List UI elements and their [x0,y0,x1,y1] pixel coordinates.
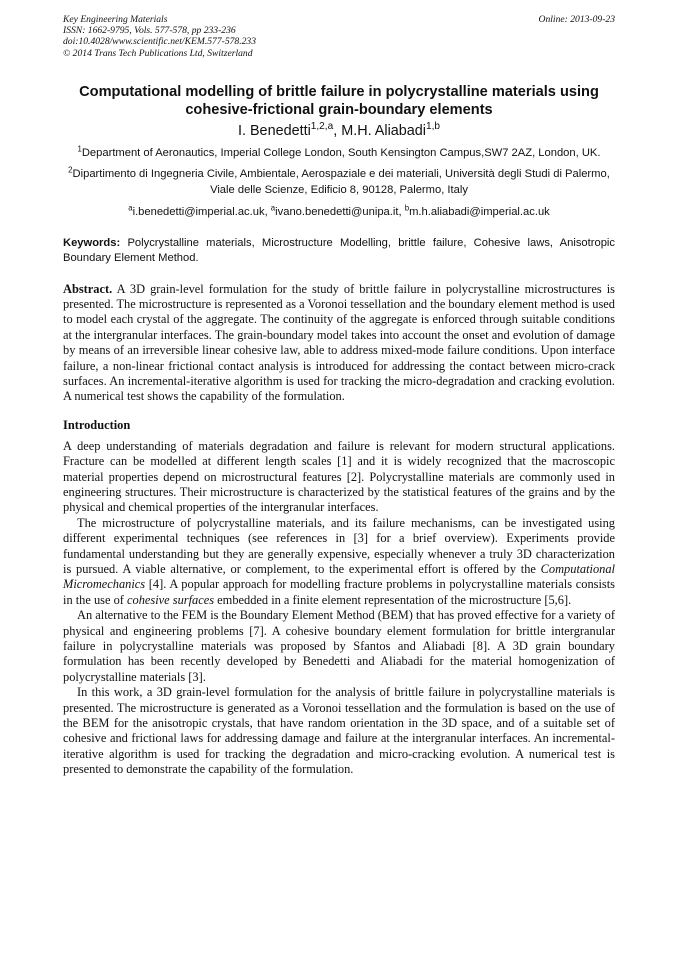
affiliation [63,146,615,162]
paragraph-text: embedded in a finite element representation of the microstructure [5,6]. [214,592,572,607]
emphasis-text: cohesive surfaces [127,592,215,607]
paragraph-text: The microstructure of polycrystalline materials, and its failure mechanisms, can be investigated using different experimental techniques (see references in [3] for a brief overview). Experiments provide fundamental understanding but they are generally expensive, especially whenever a truly 3D characterization is pursued. A viable alternative, or complement, to the experimental effort is offered by the [63,515,615,576]
abstract-text: A 3D grain-level formulation for the study of brittle failure in polycrystalline microstructures is presented. The microstructure is represented as a Voronoi tessellation and the boundary element method is used to model each crystal of the aggregate. The continuity of the aggregate is enforced through suitable conditions at the intergranular interfaces. The grain-boundary model takes into account the onset and evolution of damage by means of an irreversible linear cohesive law, able to address mixed-mode failure conditions. Upon interface failure, a non-linear frictional contact analysis is introduced for addressing the contact between micro-crack surfaces. An incremental-iterative algorithm is used for tracking the micro-degradation and cracking evolution. A numerical test shows the capability of the formulation. [63,281,615,404]
affiliation [63,167,615,198]
paper-title: Computational modelling of brittle failure in polycrystalline materials using cohesive-frictional grain-boundary elements [79,83,599,118]
email-mark: b [404,203,410,213]
author-name: I. Benedetti [237,122,311,139]
paragraph-text: [4]. A popular approach for modelling fracture problems in polycrystalline materials consists in the use of [63,577,615,607]
paragraph: An alternative to the FEM is the Boundary Element Method (BEM) that has proved effective for a variety of physical and engineering problems [7]. A cohesive boundary element formulation for brittle intergranular failure in polycrystalline materials was proposed by Sfantos and Aliabadi [8]. A 3D grain boundary formulation has been recently developed by Benedetti and Aliabadi for the material homogenization of polycrystalline materials [3]. [63,608,615,684]
paper-page [63,14,615,778]
author-affil-mark: 1,2,a [310,121,334,133]
author-list [63,122,615,140]
abstract-label: Abstract. [63,281,113,296]
online-date: Online: 2013-09-23 [538,14,615,25]
journal-header [63,14,615,59]
paragraph [63,516,615,608]
issn-line: ISSN: 1662-9795, Vols. 577-578, pp 233-236 [63,25,236,37]
email-link[interactable]: ivano.benedetti@unipa.it, [275,206,405,219]
affiliation-mark: 1 [77,144,82,154]
copyright-line: © 2014 Trans Tech Publications Ltd, Switzerland [63,47,253,59]
affiliation-mark: 2 [68,165,73,175]
keywords-label: Keywords: [63,237,121,250]
doi-line: doi:10.4028/www.scientific.net/KEM.577-578.233 [63,36,257,48]
paragraph: In this work, a 3D grain-level formulation for the analysis of brittle failure in polycrystalline materials is presented. The microstructure is generated as a Voronoi tessellation and the formulation is based on the use of the BEM for the anisotropic crystals, that have random orientation in the 3D space, and of a suitable set of cohesive and frictional laws for addressing damage and failure at the intergranular interfaces. An incremental-iterative algorithm is used for tracking the degradation and micro-cracking evolution. A numerical test is presented to demonstrate the capability of the formulation. [63,685,615,777]
keywords-text: Polycrystalline materials, Microstructure Modelling, brittle failure, Cohesive laws, Anisotropic Boundary Element Method. [63,237,615,264]
emphasis-text: Computational Micromechanics [63,562,615,592]
paragraph: A deep understanding of materials degradation and failure is relevant for modern structural applications. Fracture can be modelled at different length scales [1] and it is widely recognized that the macroscopic material properties depend on microstructural features [2]. Polycrystalline materials are commonly used in engineering structures. Their microstructure is characterized by the statistical features of the grains and by the physical and chemical properties of the intergranular interfaces. [63,438,615,515]
email-link[interactable]: i.benedetti@imperial.ac.uk, [132,206,271,219]
journal-name: Key Engineering Materials [63,14,168,25]
author-affil-mark: 1,b [426,121,441,133]
abstract [63,282,615,405]
email-link[interactable]: m.h.aliabadi@imperial.ac.uk [409,206,550,219]
affiliation-text: Department of Aeronautics, Imperial College London, South Kensington Campus,SW7 2AZ, London, UK. [81,146,601,159]
section-heading-introduction: Introduction [63,417,131,432]
email-mark: a [128,203,133,213]
email-mark: a [270,203,276,213]
author-name: M.H. Aliabadi [341,122,426,139]
email-list [63,205,615,220]
affiliation-text: Dipartimento di Ingegneria Civile, Ambientale, Aerospaziale e dei materiali, Università degli Studi di Palermo, Viale delle Scienze, Edificio 8, 90128, Palermo, Italy [72,168,610,196]
keywords [63,236,615,265]
author-separator: , [333,122,342,139]
